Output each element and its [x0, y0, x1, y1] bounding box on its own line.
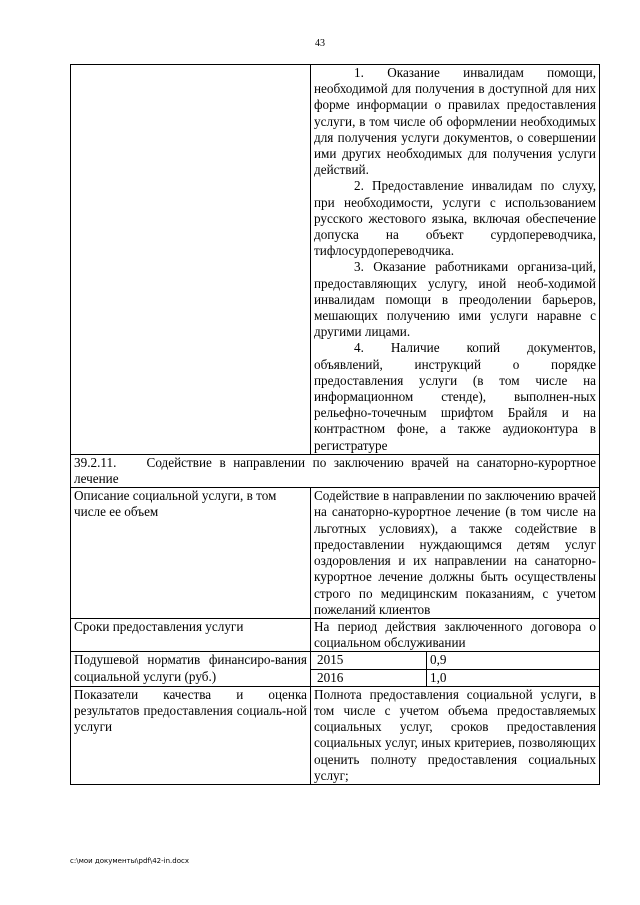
measure-paragraph: 2. Предоставление инвалидам по слуху, при необходимости, услуги с использованием русского жестового языка, включая обеспечение допуска на объект сурдопереводчика, тифлосурдопереводчика.: [314, 178, 596, 259]
quality-label: Показатели качества и оценка результатов предоставления социаль-ной услуги: [71, 686, 311, 784]
quality-value: Полнота предоставления социальной услуги, в том числе с учетом объема предоставляемых социальных услуг, сроков предоставления социальных услуг, иных критериев, позволяющих оценить полноту предоставления социальных услуг;: [311, 686, 600, 784]
norm-label: Подушевой норматив финансиро-вания социальной услуги (руб.): [71, 652, 311, 686]
service-table: [70, 64, 600, 785]
description-label: Описание социальной услуги, в том числе ее объем: [71, 488, 311, 619]
measure-paragraph: 4. Наличие копий документов, объявлений, инструкций о порядке предоставления услуги (в том числе на информационном стенде), выполнен-ных рельефно-точечным шрифтом Брайля и на контрастном фоне, а также аудиоконтура в регистратуре: [314, 340, 596, 453]
norm-value: 1,0: [430, 669, 447, 685]
section-heading-row: [71, 454, 600, 487]
page-number: 43: [315, 38, 325, 49]
table-row: [71, 652, 600, 669]
table-row: [71, 618, 600, 651]
footer-file-path: c:\мои документы\pdf\42-in.docx: [70, 857, 189, 865]
norm-year: 2015: [314, 652, 427, 668]
norm-year-cell: [311, 669, 600, 686]
table-cell-empty: [71, 65, 311, 455]
description-value: Содействие в направлении по заключению врачей на санаторно-курортное лечение (в том числе на льготных условиях), а также содействие в предоставлении нуждающимся детям услуг оздоровления и их направлении на санаторно-курортное лечение должны быть осуществлены строго по медицинским показаниям, с учетом пожеланий клиентов: [311, 488, 600, 619]
table-row: [71, 65, 600, 455]
norm-year-cell: [311, 652, 600, 669]
measure-paragraph: 3. Оказание работниками организа-ций, предоставляющих услугу, иной необ-ходимой инвалидам помощи в преодолении барьеров, мешающих получению ими услуги наравне с другими лицами.: [314, 259, 596, 340]
norm-year: 2016: [314, 670, 427, 686]
table-row: [71, 488, 600, 619]
accessibility-measures-cell: [311, 65, 600, 455]
terms-label: Сроки предоставления услуги: [71, 618, 311, 651]
norm-value: 0,9: [430, 652, 447, 668]
table-row: [71, 686, 600, 784]
section-heading: 39.2.11. Содействие в направлении по заключению врачей на санаторно-курортное лечение: [71, 454, 600, 487]
terms-value: На период действия заключенного договора о социальном обслуживании: [311, 618, 600, 651]
measure-paragraph: 1. Оказание инвалидам помощи, необходимой для получения в доступной для них форме информации о правилах предоставления услуги, в том числе об оформлении необходимых для получения услуги документов, о совершении ими других необходимых для получения услуги действий.: [314, 65, 596, 178]
